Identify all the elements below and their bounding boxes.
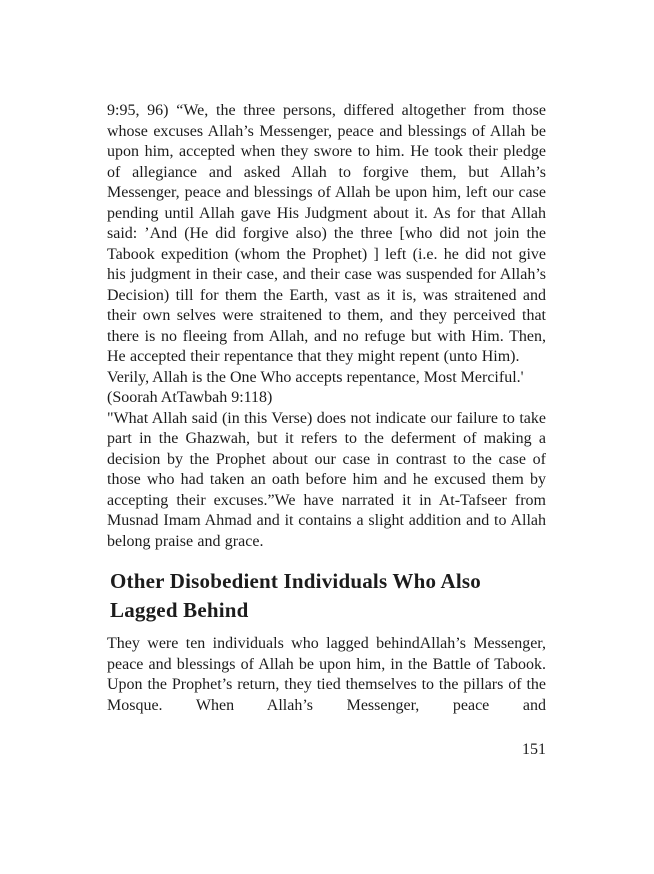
text-column bbox=[107, 101, 546, 760]
soorah-reference: (Soorah AtTawbah 9:118) bbox=[107, 389, 273, 406]
verily-line: Verily, Allah is the One Who accepts repentance, Most Merciful.' bbox=[107, 368, 524, 386]
page-number: 151 bbox=[522, 741, 546, 758]
section-heading: Other Disobedient Individuals Who Also Lagged Behind bbox=[110, 569, 481, 622]
paragraph-quote-verse: 9:95, 96) “We, the three persons, differed altogether from those whose excuses Allah’s Messenger, peace and blessings of Allah be upon him, accepted when they swore to him. He took their pledge of allegiance and asked Allah to forgive them, but Allah’s Messenger, peace and blessings of Allah be upon him, left our case pending until Allah gave His Judgment about it. As for that Allah said: ’And (He did forgive also) the three [who did not join the Tabook expedition (whom the Prophet) ] left (i.e. he did not give his judgment in their case, and their case was suspended for Allah’s Decision) till for them the Earth, vast as it is, was straitened and their own selves were straitened to them, and they perceived that there is no fleeing from Allah, and no refuge but with Him. Then, He accepted their repentance that they might repent (unto Him). bbox=[107, 102, 546, 365]
paragraph-other-individuals: They were ten individuals who lagged behindAllah’s Messenger, peace and blessings of Allah be upon him, in the Battle of Tabook. Upon the Prophet’s return, they tied themselves to the pillars of the Mosque. When Allah’s Messenger, peace and bbox=[107, 635, 546, 714]
paragraph-explanation: "What Allah said (in this Verse) does not indicate our failure to take part in the Ghazwah, but it refers to the deferment of making a decision by the Prophet about our case in contrast to the case of those who had taken an oath before him and he excused them by accepting their excuses.”We have narrated it in At-Tafseer from Musnad Imam Ahmad and it contains a slight addition and to Allah belong praise and grace. bbox=[107, 409, 546, 550]
